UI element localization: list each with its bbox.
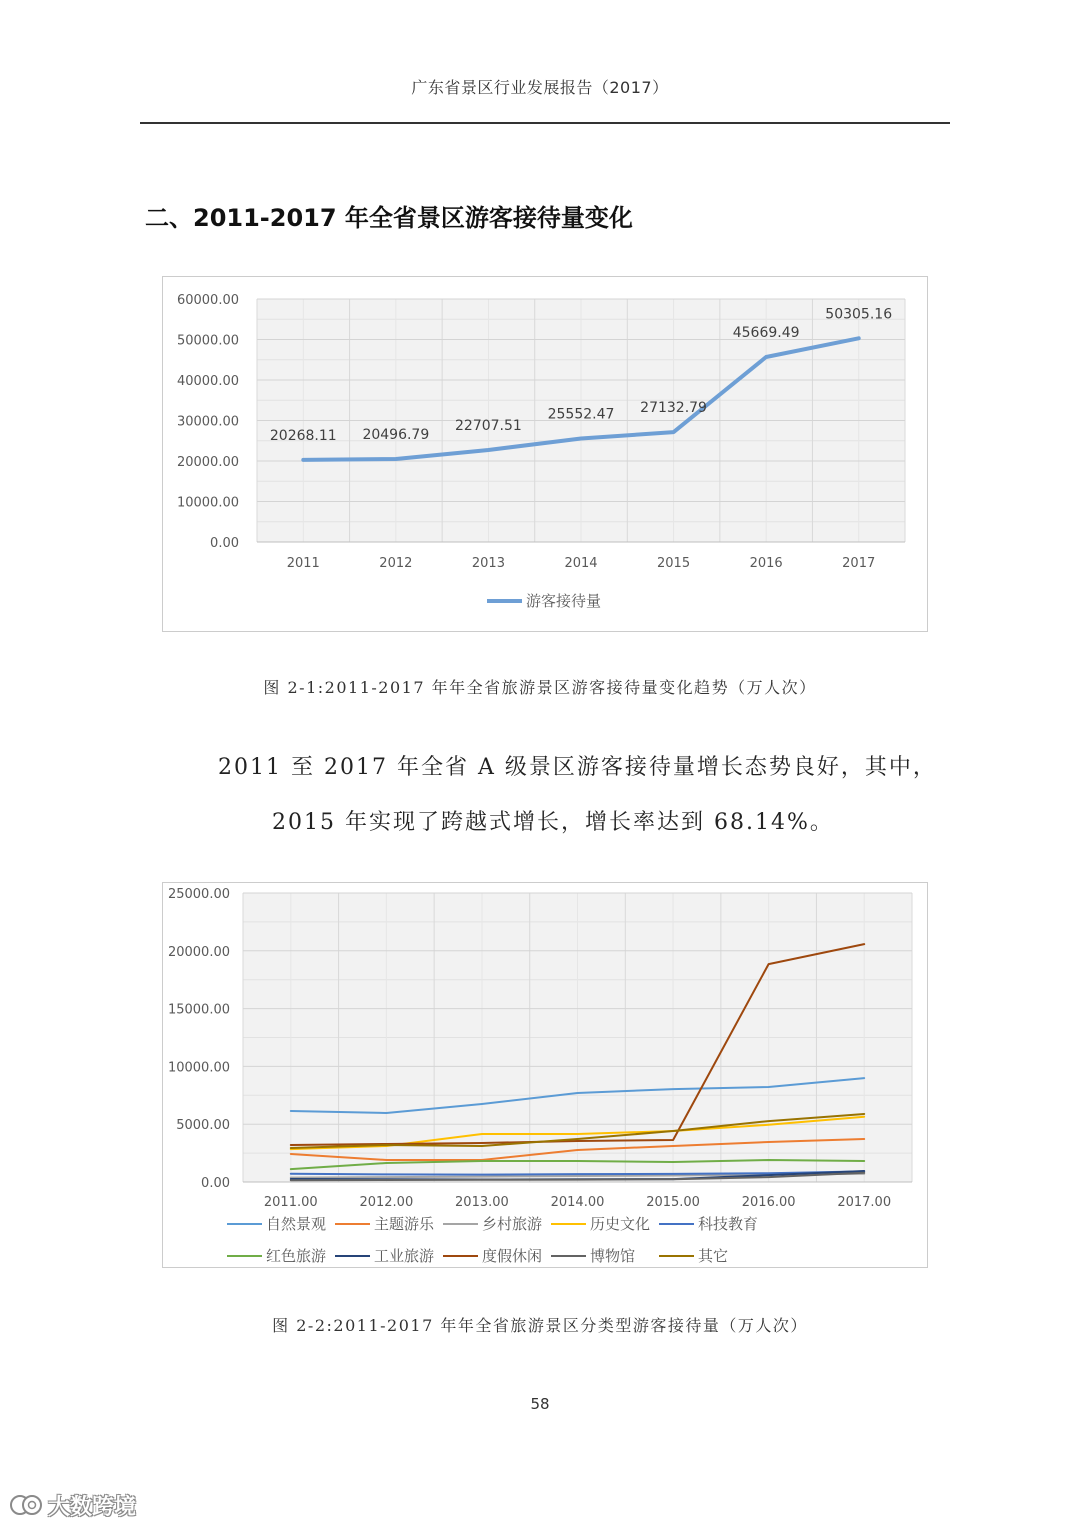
legend-label: 博物馆 [590,1247,636,1265]
legend-label: 科技教育 [698,1215,759,1233]
y-tick-label: 5000.00 [176,1118,230,1134]
visitor-volume-line-chart [162,276,928,632]
y-tick-label: 20000.00 [176,455,239,470]
page-number: 58 [530,1395,550,1413]
figure2-caption: 图 2-2:2011-2017 年年全省旅游景区分类型游客接待量（万人次） [272,1316,808,1335]
x-tick-label: 2012 [379,556,413,571]
x-tick-label: 2014.00 [550,1195,605,1210]
figure1-caption: 图 2-1:2011-2017 年年全省旅游景区游客接待量变化趋势（万人次） [263,678,817,697]
x-tick-label: 2012.00 [359,1195,414,1210]
y-tick-label: 15000.00 [167,1002,230,1018]
data-label: 45669.49 [732,325,800,342]
legend-label: 历史文化 [590,1215,651,1233]
y-tick-label: 0.00 [201,1176,230,1191]
y-tick-label: 40000.00 [176,374,239,389]
y-tick-label: 20000.00 [167,944,230,960]
body-paragraph-line-2: 2015 年实现了跨越式增长，增长率达到 68.14%。 [272,810,834,835]
legend-label: 红色旅游 [266,1247,327,1265]
y-tick-label: 25000.00 [167,887,230,902]
x-tick-label: 2015 [657,556,691,571]
x-tick-label: 2011.00 [263,1195,318,1210]
x-tick-label: 2014 [564,556,598,571]
x-tick-label: 2017 [842,556,876,571]
running-header: 广东省景区行业发展报告（2017） [411,78,669,97]
legend-label: 度假休闲 [482,1247,543,1265]
legend-label: 其它 [698,1247,729,1265]
legend-label: 乡村旅游 [482,1215,543,1233]
section-title: 二、2011-2017 年全省景区游客接待量变化 [145,204,633,232]
watermark-text: 大数跨境 [48,1494,137,1520]
legend-label: 工业旅游 [374,1247,435,1265]
y-tick-label: 50000.00 [176,333,239,349]
x-tick-label: 2015.00 [646,1195,700,1210]
data-label: 22707.51 [455,418,522,435]
body-paragraph-line-1: 2011 至 2017 年全省 A 级景区游客接待量增长态势良好，其中， [218,755,937,780]
y-tick-label: 10000.00 [167,1060,230,1076]
y-tick-label: 30000.00 [176,414,239,430]
header-rule [140,122,950,124]
data-label: 20268.11 [269,427,337,444]
y-tick-label: 10000.00 [176,495,239,511]
x-tick-label: 2011 [286,556,320,571]
category-visitor-line-chart [162,882,928,1268]
x-tick-label: 2017.00 [837,1195,892,1210]
x-tick-label: 2013.00 [455,1195,509,1210]
x-tick-label: 2016.00 [741,1195,796,1210]
watermark-logo [8,1489,136,1521]
data-label: 20496.79 [362,426,430,443]
data-label: 27132.79 [640,400,707,417]
legend-label: 主题游乐 [374,1215,435,1233]
x-tick-label: 2013 [471,556,505,571]
data-label: 50305.16 [825,306,893,323]
y-tick-label: 0.00 [210,536,239,551]
data-label: 25552.47 [547,406,615,423]
x-tick-label: 2016 [749,556,783,571]
y-tick-label: 60000.00 [176,293,239,308]
legend-label: 自然景观 [266,1215,327,1233]
legend-label: 游客接待量 [526,592,602,610]
watermark-icon [8,1491,44,1519]
